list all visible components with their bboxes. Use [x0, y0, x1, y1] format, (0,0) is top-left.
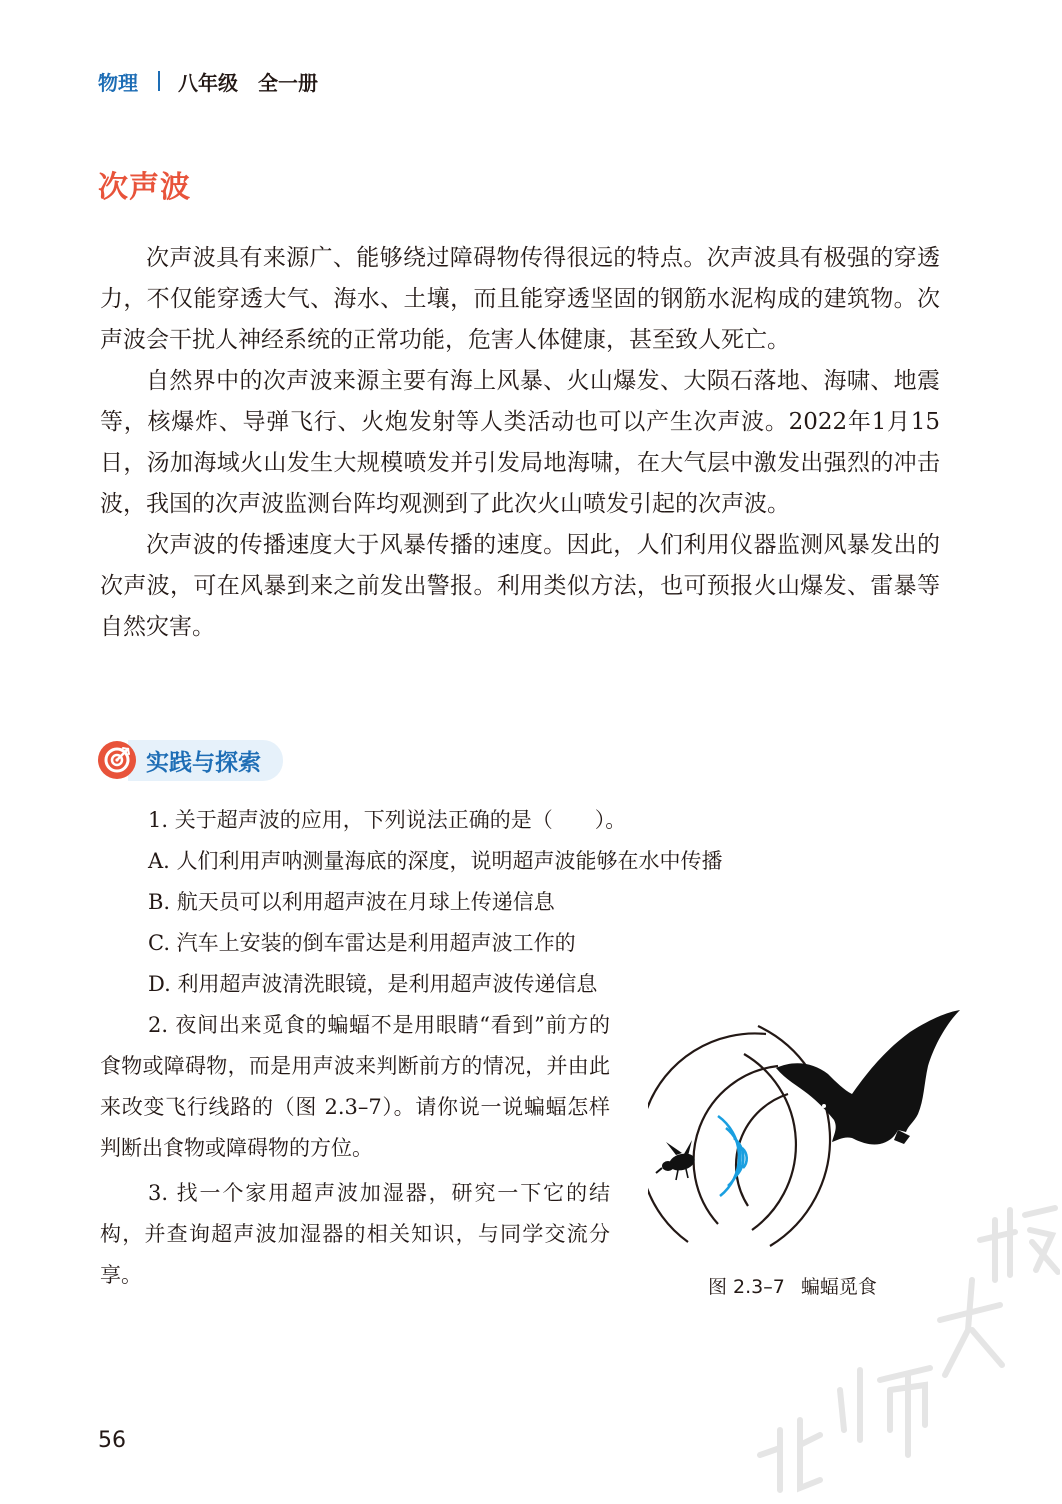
question-1-stem: 1. 关于超声波的应用，下列说法正确的是（ ）。 — [148, 808, 627, 832]
publisher-watermark — [740, 1180, 1060, 1500]
header-volume: 全一册 — [258, 70, 318, 95]
question-1-option-b: B. 航天员可以利用超声波在月球上传递信息 — [148, 890, 555, 914]
question-1-option-c: C. 汽车上安装的倒车雷达是利用超声波工作的 — [148, 931, 576, 955]
section-body — [100, 238, 940, 648]
running-header — [98, 66, 318, 96]
paragraph: 次声波具有来源广、能够绕过障碍物传得很远的特点。次声波具有极强的穿透力，不仅能穿透大气、海水、土壤，而且能穿透坚固的钢筋水泥构成的建筑物。次声波会干扰人神经系统的正常功能，危害人体健康，甚至致人死亡。 — [100, 245, 940, 353]
section-title: 次声波 — [98, 170, 191, 205]
header-grade: 八年级 — [178, 70, 238, 95]
paragraph: 次声波的传播速度大于风暴传播的速度。因此，人们利用仪器监测风暴发出的次声波，可在风暴到来之前发出警报。利用类似方法，也可预报火山爆发、雷暴等自然灾害。 — [100, 532, 940, 640]
paragraph: 自然界中的次声波来源主要有海上风暴、火山爆发、大陨石落地、海啸、地震等，核爆炸、导弹飞行、火炮发射等人类活动也可以产生次声波。2022年1月15日，汤加海域火山发生大规模喷发并引发局地海啸，在大气层中激发出强烈的冲击波，我国的次声波监测台阵均观测到了此次火山喷发引起的次声波。 — [100, 368, 940, 517]
figure-number: 图 2.3–7 — [708, 1276, 785, 1298]
question-1-option-d: D. 利用超声波清洗眼镜，是利用超声波传递信息 — [148, 972, 598, 996]
practice-heading — [98, 740, 283, 780]
header-divider — [158, 71, 160, 91]
target-icon — [98, 741, 136, 779]
bat-icon — [776, 1010, 960, 1145]
question-1-option-a: A. 人们利用声呐测量海底的深度，说明超声波能够在水中传播 — [148, 849, 723, 873]
practice-label: 实践与探索 — [128, 740, 283, 781]
header-subject: 物理 — [98, 70, 138, 95]
page-number: 56 — [98, 1428, 126, 1453]
figure-caption-text: 蝙蝠觅食 — [800, 1276, 877, 1298]
question-3: 3. 找一个家用超声波加湿器，研究一下它的结构，并查询超声波加湿器的相关知识，与同学交流分享。 — [100, 1181, 610, 1287]
question-2: 2. 夜间出来觅食的蝙蝠不是用眼睛“看到”前方的食物或障碍物，而是用声波来判断前方的情况，并由此来改变飞行线路的（图 2.3–7）。请你说一说蝙蝠怎样判断出食物或障碍物的方位。 — [100, 1013, 610, 1160]
insect-icon — [656, 1140, 697, 1180]
